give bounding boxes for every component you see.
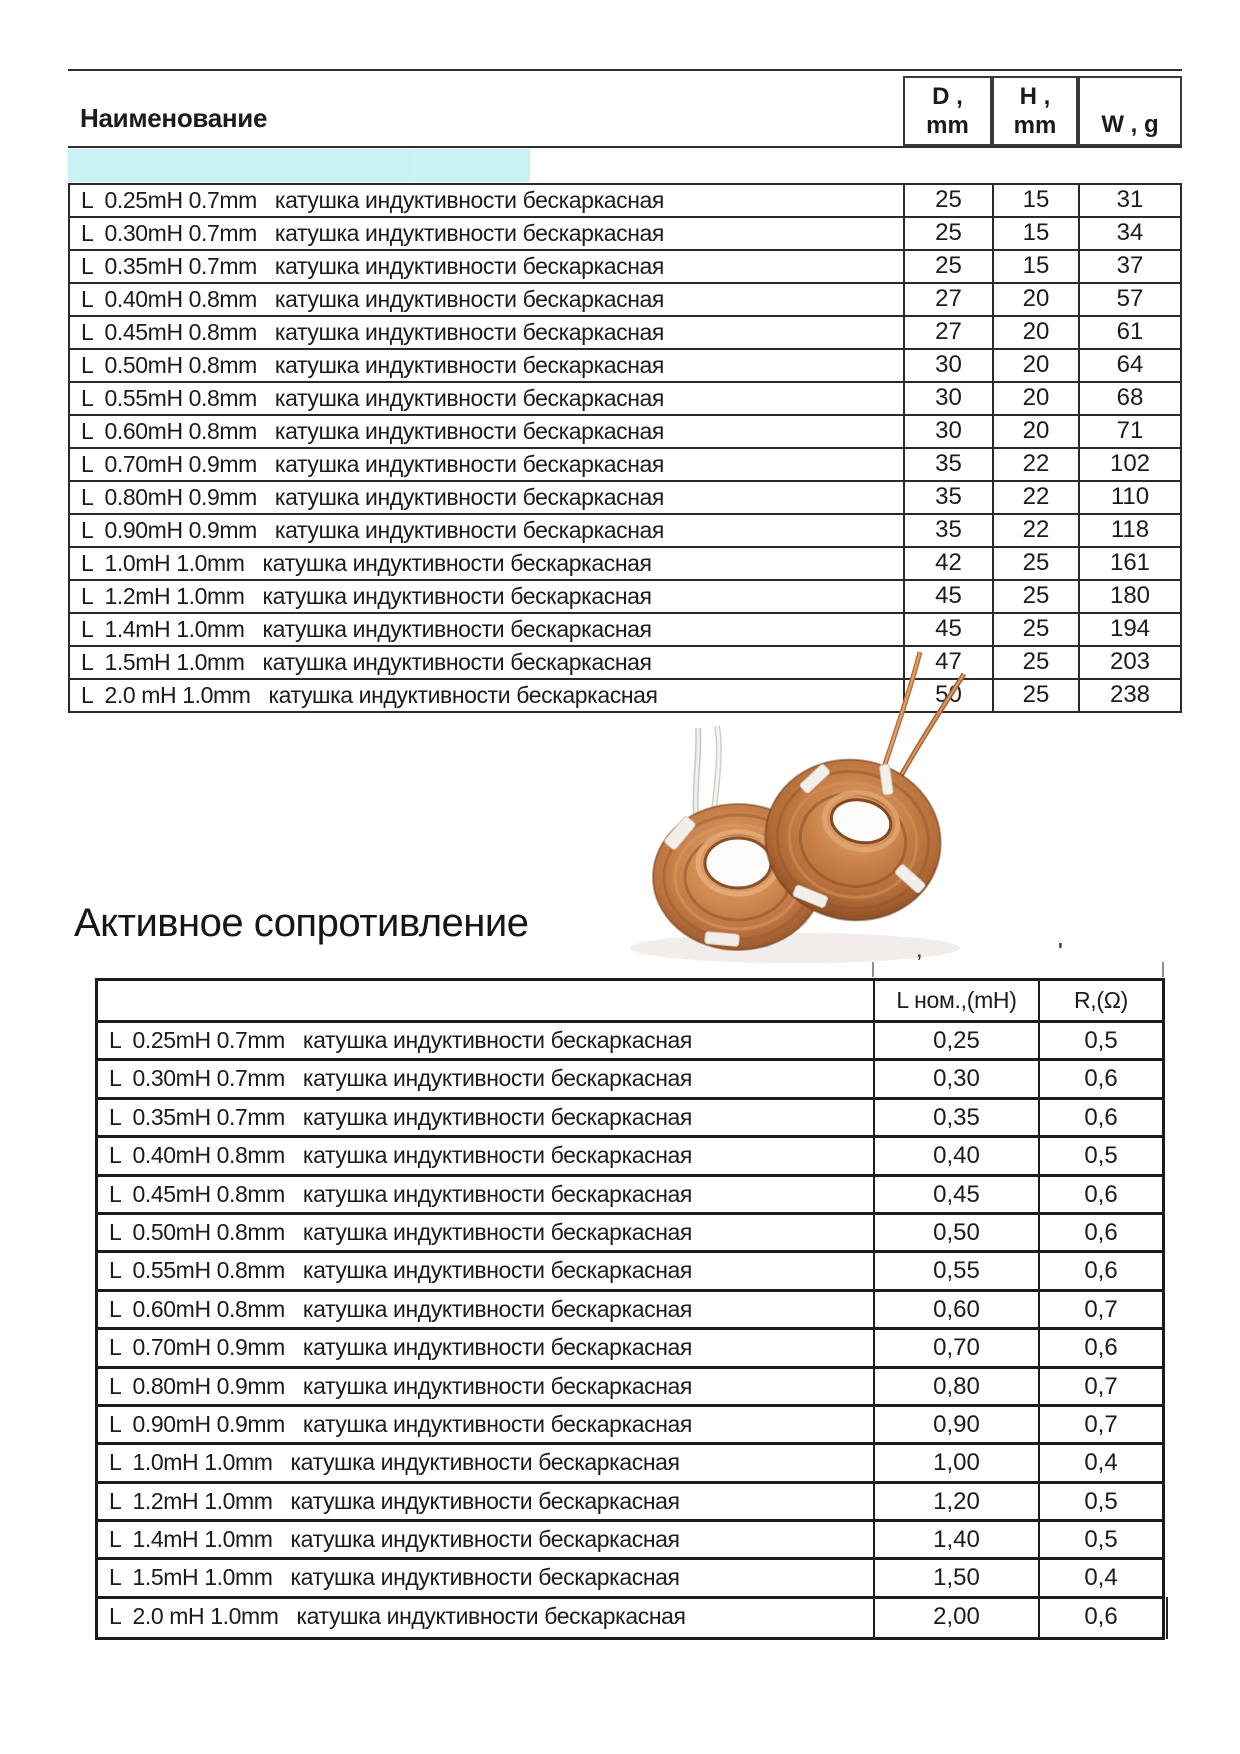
stray-tick-mark — [1162, 962, 1164, 977]
cell-weight: 238 — [1078, 680, 1182, 711]
row-name: L 0.90mH 0.9mm катушка индуктивности бескаркасная — [81, 517, 664, 543]
table-top-border — [68, 69, 1182, 71]
table-row — [98, 1023, 1162, 1061]
table1-rows — [68, 183, 1182, 713]
table-row — [98, 1177, 1162, 1215]
cell-inductance-nominal: 1,50 — [873, 1560, 1038, 1595]
copper-coils-photo — [590, 642, 1010, 972]
cell-inductance-nominal: 2,00 — [873, 1599, 1038, 1637]
column-header-h-line2: mm — [1013, 112, 1057, 139]
cell-height: 15 — [992, 251, 1078, 282]
table-row — [70, 515, 1182, 548]
row-name: L 0.45mH 0.8mm катушка индуктивности бескаркасная — [81, 319, 664, 345]
row-name: L 1.0mH 1.0mm катушка индуктивности бескаркасная — [109, 1449, 680, 1476]
row-name: L 1.2mH 1.0mm катушка индуктивности бескаркасная — [81, 583, 652, 609]
cell-height: 25 — [992, 614, 1078, 645]
row-name: L 0.55mH 0.8mm катушка индуктивности бескаркасная — [109, 1257, 692, 1284]
cell-diameter: 35 — [903, 515, 992, 546]
column-header-w-label: W , g — [1101, 111, 1159, 138]
table2-rows — [98, 1023, 1162, 1637]
table-row — [98, 1560, 1162, 1598]
row-name: L 0.40mH 0.8mm катушка индуктивности бескаркасная — [109, 1142, 692, 1169]
table-row — [70, 548, 1182, 581]
cell-inductance-nominal: 0,80 — [873, 1369, 1038, 1404]
cell-diameter: 27 — [903, 317, 992, 348]
cell-diameter: 35 — [903, 482, 992, 513]
row-name: L 0.60mH 0.8mm катушка индуктивности бескаркасная — [81, 418, 664, 444]
column-header-empty — [98, 981, 873, 1020]
cell-diameter: 42 — [903, 548, 992, 579]
cell-resistance: 0,7 — [1038, 1292, 1162, 1327]
cell-height: 15 — [992, 218, 1078, 249]
cell-weight: 194 — [1078, 614, 1182, 645]
table-row — [70, 416, 1182, 449]
table-row — [98, 1484, 1162, 1522]
row-name: L 1.5mH 1.0mm катушка индуктивности бескаркасная — [81, 649, 652, 675]
table-row — [70, 251, 1182, 284]
cell-height: 20 — [992, 317, 1078, 348]
row-name: L 0.30mH 0.7mm катушка индуктивности бескаркасная — [81, 220, 664, 246]
cell-diameter: 25 — [903, 251, 992, 282]
table2-header-row — [98, 981, 1162, 1023]
cell-diameter: 30 — [903, 416, 992, 447]
cell-diameter: 50 — [903, 680, 992, 711]
cell-inductance-nominal: 0,30 — [873, 1061, 1038, 1096]
row-name: L 0.50mH 0.8mm катушка индуктивности бескаркасная — [109, 1218, 692, 1245]
table-row — [98, 1369, 1162, 1407]
table-row — [70, 284, 1182, 317]
cell-resistance: 0,6 — [1038, 1177, 1162, 1212]
cell-resistance: 0,5 — [1038, 1484, 1162, 1519]
cell-height: 20 — [992, 416, 1078, 447]
cell-height: 25 — [992, 548, 1078, 579]
row-name: L 0.70mH 0.9mm катушка индуктивности бескаркасная — [109, 1334, 692, 1361]
section-title: Активное сопротивление — [74, 901, 529, 945]
table-row — [98, 1330, 1162, 1368]
photo-shadow — [630, 933, 960, 963]
column-header-name: Наименование — [80, 103, 268, 133]
cyan-strip-divider — [415, 149, 416, 182]
row-name: L 0.60mH 0.8mm катушка индуктивности бескаркасная — [109, 1295, 692, 1322]
row-name: L 0.90mH 0.9mm катушка индуктивности бескаркасная — [109, 1410, 692, 1437]
table-row — [98, 1445, 1162, 1483]
cell-resistance: 0,6 — [1038, 1330, 1162, 1365]
cell-inductance-nominal: 0,60 — [873, 1292, 1038, 1327]
cell-diameter: 35 — [903, 449, 992, 480]
row-name: L 0.25mH 0.7mm катушка индуктивности бескаркасная — [81, 187, 664, 213]
cell-weight: 161 — [1078, 548, 1182, 579]
cell-inductance-nominal: 0,40 — [873, 1138, 1038, 1173]
cell-height: 25 — [992, 647, 1078, 678]
table-row — [98, 1138, 1162, 1176]
cell-resistance: 0,4 — [1038, 1560, 1162, 1595]
cyan-highlight-strip — [68, 149, 530, 182]
cell-inductance-nominal: 0,50 — [873, 1215, 1038, 1250]
cell-height: 20 — [992, 350, 1078, 381]
row-name: L 2.0 mH 1.0mm катушка индуктивности бескаркасная — [81, 682, 658, 708]
cell-diameter: 45 — [903, 614, 992, 645]
cell-resistance: 0,6 — [1038, 1061, 1162, 1096]
cell-height: 22 — [992, 482, 1078, 513]
cell-diameter: 25 — [903, 218, 992, 249]
column-header-d-line2: mm — [926, 112, 969, 139]
cell-weight: 31 — [1078, 185, 1182, 216]
row-name: L 1.0mH 1.0mm катушка индуктивности бескаркасная — [81, 550, 652, 576]
cell-weight: 68 — [1078, 383, 1182, 414]
cell-height: 20 — [992, 383, 1078, 414]
cell-height: 22 — [992, 515, 1078, 546]
cell-weight: 118 — [1078, 515, 1182, 546]
cell-resistance: 0,5 — [1038, 1023, 1162, 1058]
cell-height: 20 — [992, 284, 1078, 315]
cell-weight: 180 — [1078, 581, 1182, 612]
column-header-d — [903, 76, 992, 146]
table-row — [70, 218, 1182, 251]
row-name: L 0.35mH 0.7mm катушка индуктивности бескаркасная — [81, 253, 664, 279]
cell-height: 25 — [992, 680, 1078, 711]
cell-height: 25 — [992, 581, 1078, 612]
cell-resistance: 0,6 — [1038, 1215, 1162, 1250]
cell-weight: 64 — [1078, 350, 1182, 381]
cell-height: 22 — [992, 449, 1078, 480]
cell-inductance-nominal: 1,20 — [873, 1484, 1038, 1519]
column-header-h-line1: H , — [1019, 83, 1051, 110]
row-name: L 0.35mH 0.7mm катушка индуктивности бескаркасная — [109, 1103, 692, 1130]
table-row — [70, 449, 1182, 482]
row-name: L 0.40mH 0.8mm катушка индуктивности бескаркасная — [81, 286, 664, 312]
table-row — [98, 1407, 1162, 1445]
table-row — [98, 1215, 1162, 1253]
cell-inductance-nominal: 1,00 — [873, 1445, 1038, 1480]
row-name: L 0.70mH 0.9mm катушка индуктивности бескаркасная — [81, 451, 664, 477]
cell-weight: 102 — [1078, 449, 1182, 480]
cell-height: 15 — [992, 185, 1078, 216]
row-name: L 0.25mH 0.7mm катушка индуктивности бескаркасная — [109, 1027, 692, 1053]
table-row — [98, 1253, 1162, 1291]
cell-weight: 37 — [1078, 251, 1182, 282]
row-name: L 1.5mH 1.0mm катушка индуктивности бескаркасная — [109, 1564, 680, 1591]
table-row — [98, 1599, 1162, 1637]
table-row — [98, 1522, 1162, 1560]
table-row — [70, 317, 1182, 350]
cell-resistance: 0,7 — [1038, 1407, 1162, 1442]
cell-resistance: 0,6 — [1038, 1253, 1162, 1288]
row-name: L 2.0 mH 1.0mm катушка индуктивности бескаркасная — [109, 1602, 686, 1629]
text-cursor-line — [1166, 1597, 1168, 1639]
cell-resistance: 0,6 — [1038, 1100, 1162, 1135]
cell-inductance-nominal: 0,35 — [873, 1100, 1038, 1135]
table-row — [70, 185, 1182, 218]
cell-resistance: 0,4 — [1038, 1445, 1162, 1480]
cell-weight: 71 — [1078, 416, 1182, 447]
cell-inductance-nominal: 0,55 — [873, 1253, 1038, 1288]
stray-text-fragment: , — [916, 936, 923, 963]
cell-inductance-nominal: 1,40 — [873, 1522, 1038, 1557]
table-row — [70, 350, 1182, 383]
cell-resistance: 0,6 — [1038, 1599, 1162, 1637]
row-name: L 1.4mH 1.0mm катушка индуктивности бескаркасная — [109, 1526, 680, 1553]
column-header-l-nominal: L ном.,(mH) — [873, 981, 1038, 1020]
stray-tick-mark — [872, 962, 874, 977]
cell-resistance: 0,5 — [1038, 1522, 1162, 1557]
cell-weight: 57 — [1078, 284, 1182, 315]
cell-weight: 61 — [1078, 317, 1182, 348]
cell-resistance: 0,5 — [1038, 1138, 1162, 1173]
cell-diameter: 45 — [903, 581, 992, 612]
cell-diameter: 30 — [903, 350, 992, 381]
column-header-w — [1078, 76, 1182, 146]
row-name: L 1.4mH 1.0mm катушка индуктивности бескаркасная — [81, 616, 652, 642]
cell-inductance-nominal: 0,45 — [873, 1177, 1038, 1212]
row-name: L 0.55mH 0.8mm катушка индуктивности бескаркасная — [81, 385, 664, 411]
cell-diameter: 30 — [903, 383, 992, 414]
table-row — [98, 1061, 1162, 1099]
row-name: L 0.80mH 0.9mm катушка индуктивности бескаркасная — [109, 1372, 692, 1399]
cell-weight: 110 — [1078, 482, 1182, 513]
cell-diameter: 47 — [903, 647, 992, 678]
row-name: L 0.80mH 0.9mm катушка индуктивности бескаркасная — [81, 484, 664, 510]
stray-text-fragment: ' — [1058, 940, 1063, 962]
table-row — [70, 581, 1182, 614]
cell-inductance-nominal: 0,25 — [873, 1023, 1038, 1058]
cell-weight: 203 — [1078, 647, 1182, 678]
resistance-table — [95, 978, 1165, 1640]
row-name: L 0.50mH 0.8mm катушка индуктивности бескаркасная — [81, 352, 664, 378]
row-name: L 1.2mH 1.0mm катушка индуктивности бескаркасная — [109, 1487, 680, 1514]
column-header-resistance: R,(Ω) — [1038, 981, 1162, 1020]
table-row — [98, 1100, 1162, 1138]
table-row — [98, 1292, 1162, 1330]
row-name: L 0.45mH 0.8mm катушка индуктивности бескаркасная — [109, 1180, 692, 1207]
cell-resistance: 0,7 — [1038, 1369, 1162, 1404]
column-header-d-line1: D , — [932, 83, 963, 110]
cell-inductance-nominal: 0,70 — [873, 1330, 1038, 1365]
cell-diameter: 27 — [903, 284, 992, 315]
column-header-h — [992, 76, 1078, 146]
table-row — [70, 383, 1182, 416]
cell-diameter: 25 — [903, 185, 992, 216]
header-separator-line — [68, 146, 1182, 148]
table-row — [70, 482, 1182, 515]
cell-weight: 34 — [1078, 218, 1182, 249]
cell-inductance-nominal: 0,90 — [873, 1407, 1038, 1442]
row-name: L 0.30mH 0.7mm катушка индуктивности бескаркасная — [109, 1065, 692, 1092]
